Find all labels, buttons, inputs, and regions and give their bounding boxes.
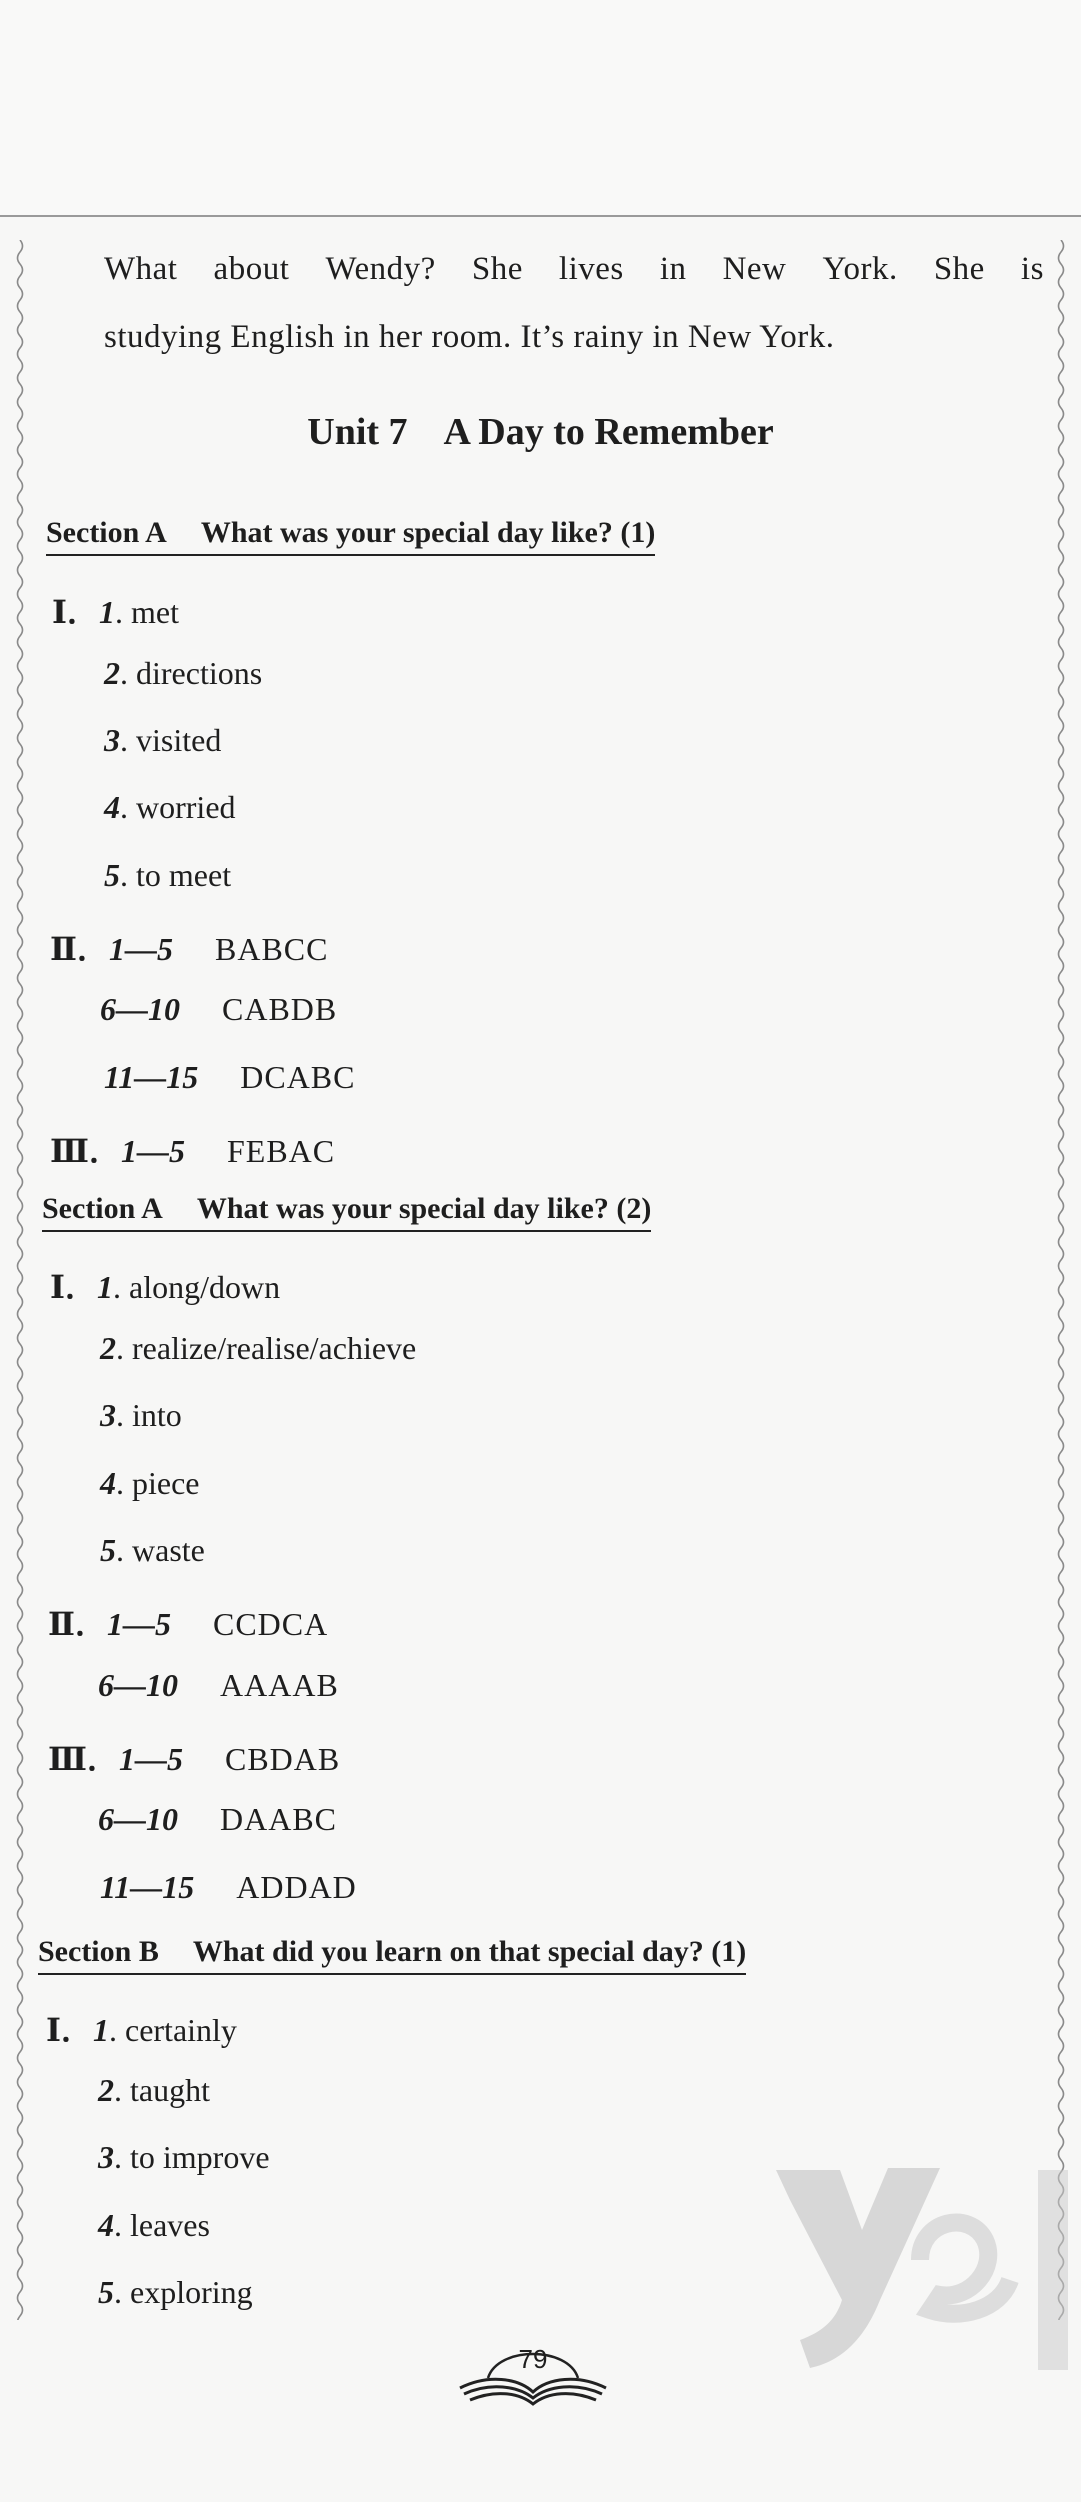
answer-row: Ⅲ．1—5 CBDAB [48, 1741, 341, 1777]
part-roman-numeral: Ⅰ [50, 1269, 65, 1305]
answer-row: 2. directions [104, 655, 263, 691]
answer-row: 5. to meet [104, 857, 232, 893]
item-number: 3 [104, 722, 120, 758]
answer-text: along/down [128, 1269, 281, 1305]
answer-text: to improve [130, 2139, 270, 2175]
unit-title: Unit 7 A Day to Remember [307, 411, 774, 453]
intro-word: in [659, 251, 687, 287]
item-number: 4 [100, 1465, 116, 1501]
answer-row: 5. waste [100, 1532, 205, 1568]
part-roman-numeral: Ⅰ [46, 2012, 61, 2048]
intro-word: New [722, 251, 787, 287]
answer-text: taught [130, 2072, 210, 2108]
right-decorative-border [1055, 240, 1067, 2320]
item-number: 3 [98, 2139, 114, 2175]
answer-row: 2. taught [98, 2072, 210, 2108]
item-number: 1 [98, 594, 115, 630]
answer-row [98, 1801, 337, 1838]
answer-row: Ⅱ．1—5 BABCC [50, 931, 329, 967]
part-roman-numeral: Ⅱ [50, 931, 77, 967]
intro-line-1 [104, 235, 1044, 303]
section-title: What was your special day like? (1) [200, 516, 656, 549]
answer-text: FEBAC [226, 1133, 336, 1169]
answer-row [98, 1667, 339, 1704]
answer-text: exploring [130, 2274, 253, 2310]
answer-text: DCABC [240, 1059, 356, 1095]
item-range: 1—5 [120, 1133, 185, 1169]
page-number: 79 [518, 2344, 548, 2374]
item-range: 11—15 [100, 1869, 195, 1905]
answer-row: Ⅰ．1. along/down [50, 1269, 281, 1305]
answer-text: leaves [130, 2207, 210, 2243]
item-number: 4 [98, 2207, 114, 2243]
answer-row: 2. realize/realise/achieve [100, 1330, 417, 1366]
section-title: What did you learn on that special day? (1) [192, 1935, 747, 1968]
answer-text: DAABC [220, 1801, 338, 1837]
section-label: Section A [42, 1192, 163, 1225]
item-number: 5 [100, 1532, 116, 1568]
item-range: 1—5 [106, 1606, 171, 1642]
answer-row [100, 991, 337, 1028]
answer-text: piece [132, 1465, 200, 1501]
answer-text: met [130, 594, 179, 630]
intro-line-2: studying English in her room. It’s rainy in New York. [104, 319, 835, 355]
item-range: 1—5 [108, 931, 173, 967]
section-heading-1 [46, 516, 655, 556]
answer-text: CBDAB [224, 1741, 341, 1777]
answer-row: 4. piece [100, 1465, 200, 1501]
section-label: Section A [46, 516, 167, 549]
item-range: 1—5 [118, 1741, 183, 1777]
answer-row: Ⅰ．1. certainly [46, 2012, 237, 2048]
answer-row [104, 1059, 355, 1096]
item-range: 11—15 [104, 1059, 199, 1095]
item-range: 6—10 [100, 991, 180, 1027]
item-number: 2 [104, 655, 120, 691]
answer-text: waste [132, 1532, 205, 1568]
answer-text: visited [136, 722, 222, 758]
page-number-ornament [458, 2326, 608, 2406]
answer-row: 5. exploring [98, 2274, 253, 2310]
watermark-graphic [770, 2160, 1070, 2380]
section-title: What was your special day like? (2) [196, 1192, 652, 1225]
answer-row: 3. visited [104, 722, 222, 758]
part-roman-numeral: Ⅲ [48, 1741, 87, 1777]
answer-text: certainly [124, 2012, 237, 2048]
answer-row: Ⅰ．1. met [52, 594, 179, 630]
item-number: 2 [98, 2072, 114, 2108]
top-divider [0, 215, 1081, 217]
item-range: 6—10 [98, 1667, 178, 1703]
intro-paragraph [104, 235, 1044, 371]
answer-text: ADDAD [236, 1869, 357, 1905]
intro-word: She [933, 251, 985, 287]
intro-word: about [213, 251, 290, 287]
item-number: 1 [96, 1269, 113, 1305]
item-number: 1 [92, 2012, 109, 2048]
answer-text: worried [136, 789, 236, 825]
answer-text: to meet [136, 857, 232, 893]
intro-word: is [1020, 251, 1044, 287]
answer-text: CCDCA [212, 1606, 329, 1642]
item-number: 4 [104, 789, 120, 825]
left-decorative-border [14, 240, 26, 2320]
intro-word: Wendy? [325, 251, 436, 287]
intro-word: lives [558, 251, 624, 287]
answer-text: realize/realise/achieve [132, 1330, 417, 1366]
answer-text: into [132, 1397, 182, 1433]
item-number: 3 [100, 1397, 116, 1433]
answer-row: 3. to improve [98, 2139, 270, 2175]
answer-row: Ⅱ．1—5 CCDCA [48, 1606, 329, 1642]
answer-row [100, 1869, 357, 1906]
top-blank-area [0, 0, 1081, 215]
item-number: 5 [98, 2274, 114, 2310]
part-roman-numeral: Ⅰ [52, 594, 67, 630]
part-roman-numeral: Ⅱ [48, 1606, 75, 1642]
answer-text: CABDB [222, 991, 338, 1027]
section-heading-2 [42, 1192, 651, 1232]
answer-row: 4. worried [104, 789, 236, 825]
item-number: 2 [100, 1330, 116, 1366]
answer-text: directions [136, 655, 263, 691]
answer-row: Ⅲ．1—5 FEBAC [50, 1133, 336, 1169]
item-number: 5 [104, 857, 120, 893]
intro-word: She [471, 251, 523, 287]
section-heading-3 [38, 1935, 746, 1975]
part-roman-numeral: Ⅲ [50, 1133, 89, 1169]
answer-text: AAAAB [220, 1667, 339, 1703]
answer-row: 4. leaves [98, 2207, 210, 2243]
intro-word: York. [822, 251, 898, 287]
item-range: 6—10 [98, 1801, 178, 1837]
answer-row: 3. into [100, 1397, 182, 1433]
intro-word: What [104, 251, 178, 287]
answer-text: BABCC [214, 931, 329, 967]
section-label: Section B [38, 1935, 159, 1968]
